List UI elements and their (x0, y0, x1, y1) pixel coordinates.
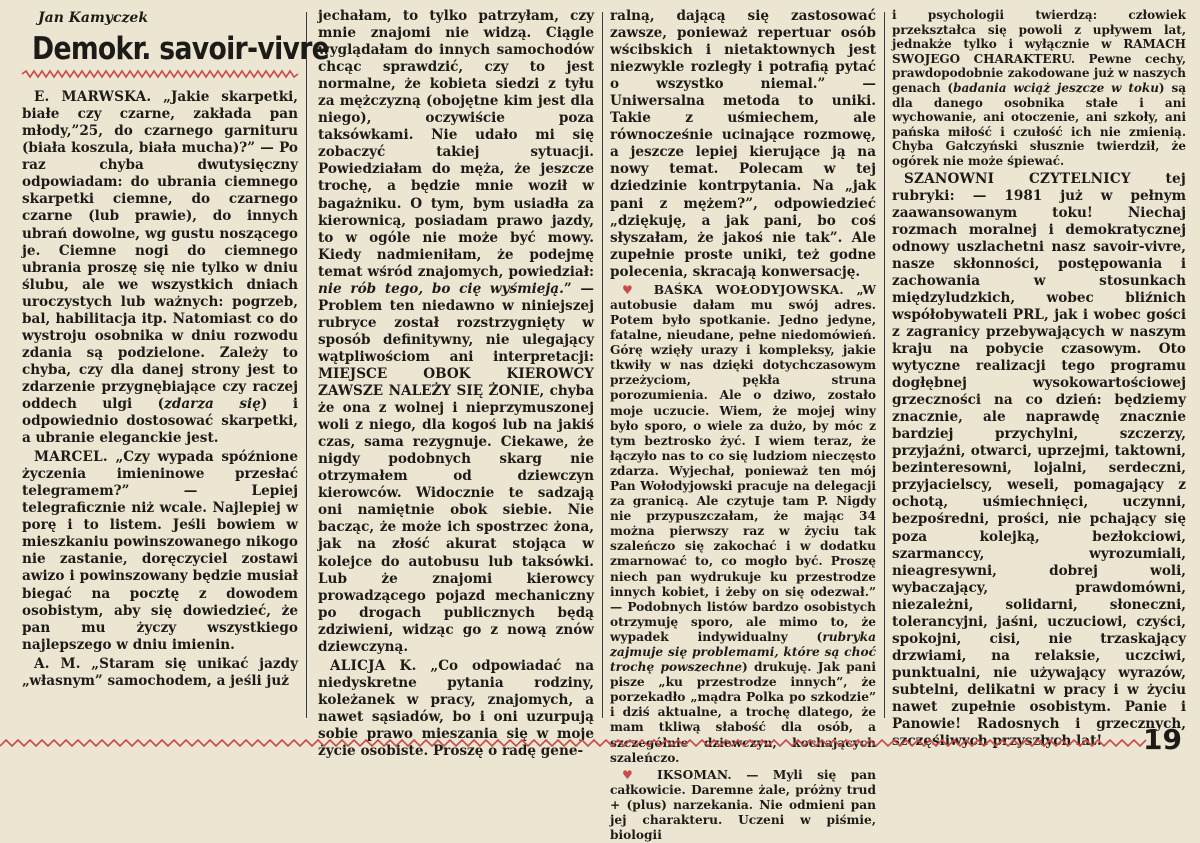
column-4 (892, 8, 1186, 750)
answer-italic: badania wciąż jeszcze w toku (953, 80, 1159, 95)
answer-italic: nie rób tego, bo cię wyśmieją. (318, 280, 564, 297)
reader-name: ALICJA K. (330, 657, 417, 674)
answer-am (22, 656, 298, 690)
answer-italic: zdarza się (164, 395, 261, 412)
column-divider (884, 12, 885, 718)
answer-text: i psychologii twierdzą: człowiek przekształca się powoli z upływem lat, jednakże tylko i wyłącznie w RAMACH SWOJEGO CHARAKTERU. Pewne cechy, prawdopodobnie zakodowane już w naszych genach ( (892, 8, 1186, 95)
answer-text: jechałam, to tylko patrzyłam, czy mnie znajomi nie widzą. Ciągle wyglądałam do innych samochodów chcąc sprawdzić, czy to jest normalne, że kobieta siedzi z tyłu za mężczyzną (obojętne kim jest dla niego), oczywiście poza taksówkami. Nie udało mi się zobaczyć takiej sytuacji. Powiedziałam do męża, że jeszcze trochę, a będzie mnie woził w bagażniku. O tym, bym usiadła za kierownicą, posiadam prawo jazdy, to w ogóle nie może być mowy. Kiedy nadmieniłam, że podejmę temat wśród znajomych, powiedział: (318, 8, 594, 280)
author-byline: Jan Kamyczek (38, 10, 149, 26)
answer-emphasis: MIEJSCE OBOK KIEROWCY ZAWSZE NALEŻY SIĘ ŻONIE, (318, 365, 594, 400)
answer-text: „Czy wypada spóźnione życzenia imieninowe przesłać telegramem?” — Lepiej telegraficznie niż wcale. Najlepiej w porę i to listem. Jeśli bowiem w mieszkaniu powinszowanego nikogo nie zastanie, doręczyciel zostawi awizo i powinszowany będzie musiał biegać na pocztę z dowodem osobistym, aby się dowiedzieć, że pan mu życzy wszystkiego najlepszego w dniu imienin. (22, 449, 298, 653)
reader-name: MARCEL. (34, 449, 108, 466)
reader-name: A. M. (34, 655, 81, 672)
answer-text: ” — Problem ten niedawno w niniejszej rubryce został rozstrzygnięty w sposób definitywny, nie ulegający wątpliwościom ani interpretacji: (318, 280, 594, 365)
column-2 (318, 8, 594, 760)
reader-name: SZANOWNI CZYTELNICY tej rubryki: (892, 170, 1186, 204)
closing-address (892, 171, 1186, 751)
answer-text: — 1981 już w pełnym zaawansowanym toku! Niechaj rozmach moralnej i demokratycznej odnowy uszlachetni nasz savoir-vivre, nasze skłonności, postępowania i zachowania w stosunkach międzyludzkich, wobec bliźnich współobywateli PRL, jak i wobec gości z zagranicy przebywających w naszym kraju na pobycie czasowym. Oto wytyczne realizacji tego programu dogłębnej wysokowartościowej grzeczności na co dzień: będziemy znacznie, ale naprawdę znacznie bardziej przychylni, szczerzy, przyjaźni, otwarci, uprzejmi, taktowni, bezinteresowni, lojalni, serdeczni, przyjacielscy, weseli, pomagający z ochotą, uśmiechnięci, uczynni, bezpośredni, prości, nie pchający się poza kolejką, bezłokciowi, szarmanccy, wyrozumiali, nieagresywni, dobrej woli, wybaczający, prawdomówni, niezależni, solidarni, słoneczni, tolerancyjni, jaśni, uczuciowi, czyści, spokojni, cisi, nie trzaskający drzwiami, na relaksie, uczciwi, punktualni, nie używający wyrazów, subtelni, delikatni w pracy i w życiu nawet zupełnie osobistym. Panie i Panowie! Radosnych i grzecznych, szczęśliwych przyszłych lat! (892, 187, 1186, 750)
reader-name: IKSOMAN. (656, 767, 732, 782)
answer-text: ) są dla danego osobnika stałe i ani wychowanie, ani otoczenie, ani szkoły, ani pańska miłość i czułość ich nie zmienią. Chyba Gałczyński słusznie twierdził, że ogórek nie może śpiewać. (892, 80, 1186, 168)
column-divider (306, 12, 307, 718)
answer-marcel (22, 449, 298, 654)
article-headline: Demokr. savoir-vivre (32, 31, 330, 68)
answer-marwska (22, 89, 298, 447)
answer-text: „W autobusie dałam mu swój adres. Potem było spotkanie. Jedno jedyne, fatalne, nieudane, pełne niedomówień. Górę wzięły urazy i kompleksy, jakie tkwiły w nas dzięki dotychczasowym przeżyciom, pękła struna porozumienia. Ale o dziwo, zostało moje uczucie. Wiem, że mojej winy było sporo, o wiele za dużo, by móc z tym beztrosko żyć. I wiem teraz, że łączyło nas to co się ludziom nieczęsto zdarza. Wyjechał, ponieważ ten mój Pan Wołodyjowski pracuje na delegacji za granicą. Ale czytuje tam P. Nigdy nie przypuszczałam, że mając 34 można pierwszy raz w życiu tak szaleńczo się zakochać i w dodatku zmarnować to, co mogło być. Proszę niech pan wydrukuje ku przestrodze innych kobiet, i żeby on się odezwał.” — Podobnych listów bardzo osobistych otrzymuję sporo, ale mimo to, że wypadek indywidualny ( (610, 282, 876, 644)
reader-name: E. MARWSKA. (34, 89, 152, 106)
answer-alicja-continued: ralną, dającą się zastosować zawsze, ponieważ repertuar osób wścibskich i nietaktownych jest niezwykle rozległy i potrafią pytać o wszystko niemal.” — Uniwersalna metoda to uniki. Takie z uśmiechem, ale równocześnie ucinające rozmowę, a jeszcze lepiej kierujące ją na nowy temat. Polecam w tej dziedzinie kontrpytania. Na „jak pani z mężem?”, odpowiedzieć „dziękuję, a jak pani, bo coś słyszałam, że jakoś nie tak”. Ale zupełnie proste uniki, też godne polecenia, skracają konwersację. (610, 8, 876, 280)
zigzag-divider (22, 70, 298, 78)
answer-text: „Co odpowiadać na niedyskretne pytania rodziny, koleżanek w pracy, znajomych, a nawet sąsiadów, bo i oni uzurpują sobie prawo mieszania się w moje życie osobiste. Proszę o radę gene- (318, 657, 594, 760)
bottom-zigzag-border (0, 732, 1200, 760)
answer-text: „Staram się unikać jazdy „własnym” samochodem, a jeśli już (22, 655, 298, 689)
answer-iksoman-continued (892, 8, 1186, 169)
reader-name: BAŚKA WOŁODYJOWSKA. (653, 282, 844, 297)
answer-text: ) drukuję. Jak pani pisze „ku przestrodze innych”, że porzekadło „mądra Polka po szkodzie” i dziś aktualne, a trochę dlatego, że mam tkliwą słabość dla osób, a szczególnie dziewczyn, kochających szaleńczo. (610, 660, 876, 765)
column-divider (602, 12, 603, 718)
answer-italic: rubryka zajmuje się problemami, które są choć trochę powszechne (610, 629, 876, 675)
column-1 (22, 8, 330, 724)
answer-am-continued (318, 8, 594, 656)
page-number: 19 (1143, 723, 1182, 756)
answer-text: ) i odpowiednio dostosować skarpetki, a ubranie eleganckie jest. (22, 395, 298, 447)
answer-iksoman (610, 768, 876, 843)
column-3 (610, 8, 876, 843)
heart-icon: ♥ (622, 282, 642, 297)
answer-text: „Jakie skarpetki, białe czy czarne, zakłada pan młody,”25, do czarnego garnituru (biała koszula, biała mucha)?” — Po raz chyba dwutysięczny odpowiadam: do ubrania ciemnego skarpetki ciemne, do czarnego czarne (lub prawie), do innych ubrań dowolne, wg gustu noszącego je. Ciemne nogi do ciemnego ubrania proszę się nie tylko w dniu ślubu, ale we wszystkich dniach uroczystych lub ważnych: pogrzeb, bal, habilitacja itp. Natomiast co do wystroju osobnika w dniu rozwodu zdania są podzielone. Zależy to chyba, czy dla danej strony jest to zdarzenie przygnębiające czy raczej oddech ulgi ( (22, 89, 299, 412)
answer-text: chyba że ona z wolnej i nieprzymuszonej woli z niego, dla kogoś lub na jakiś czas, sama rezygnuje. Ciekawe, że nigdy podobnych skarg nie otrzymałem od dziewczyn kierowców. Widocznie te sadzają oni namiętnie obok siebie. Nie bacząc, że może ich spostrzec żona, jak na złość akurat stojąca w kolejce do autobusu lub taksówki. Lub że znajomi kierowcy prowadzącego pojazd mechaniczny po drogach publicznych będą zdziwieni, widząc go z nową znów dziewczyną. (318, 383, 594, 655)
answer-baska (610, 283, 876, 766)
heart-icon: ♥ (622, 767, 643, 782)
answer-text: — Myli się pan całkowicie. Daremne żale, próżny trud + (plus) narzekania. Nie odmieni pan jej charakteru. Uczeni w piśmie, biologii (610, 767, 876, 843)
